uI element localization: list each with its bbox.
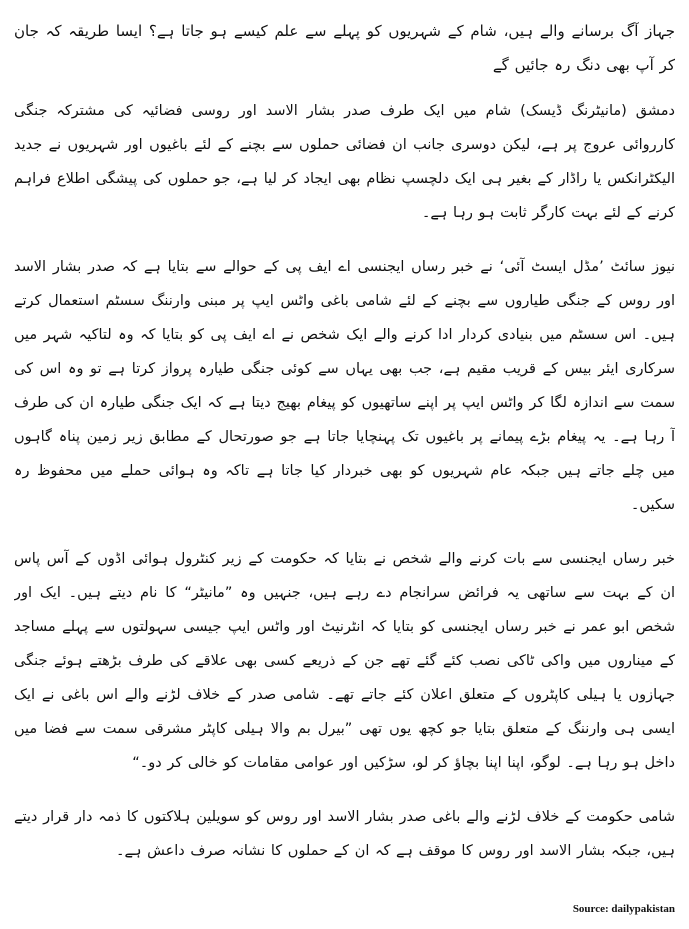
- article-headline: جہاز آگ برسانے والے ہیں، شام کے شہریوں کو پہلے سے علم کیسے ہو جاتا ہے؟ ایسا طریقہ کہ جان کر آپ بھی دنگ رہ جائیں گے: [14, 22, 675, 74]
- article-paragraph-3: خبر رساں ایجنسی سے بات کرنے والے شخص نے بتایا کہ حکومت کے زیر کنٹرول ہوائی اڈوں کے آس پاس ان کے بہت سے ساتھی یہ فرائض سرانجام دے رہے ہیں، جنہیں وہ ”مانیٹر“ کا نام دیتے ہیں۔ ایک اور شخص ابو عمر نے خبر رساں ایجنسی کو بتایا کہ انٹرنیٹ اور واٹس ایپ جیسی سہولتوں سے پہلے مساجد کے میناروں میں واکی ٹاکی نصب کئے گئے تھے جن کے ذریعے کسی بھی علاقے کی طرف بڑھتے ہوئے جنگی جہازوں یا ہیلی کاپٹروں کے متعلق اعلان کئے جاتے تھے۔ شامی صدر کے خلاف لڑنے والے اس باغی نے ایک ایسی ہی وارننگ کے متعلق بتایا جو کچھ یوں تھی ”بیرل بم والا ہیلی کاپٹر مشرقی سمت سے فضا میں داخل ہو رہا ہے۔ لوگو، اپنا اپنا بچاؤ کر لو، سڑکیں اور عوامی مقامات کو خالی کر دو۔“: [14, 551, 675, 771]
- source-credit: Source: dailypakistan: [572, 903, 675, 915]
- article-paragraph-1: دمشق (مانیٹرنگ ڈیسک) شام میں ایک طرف صدر بشار الاسد اور روسی فضائیہ کی مشترکہ جنگی کارروائی عروج پر ہے، لیکن دوسری جانب ان فضائی حملوں سے بچنے کے لئے باغیوں اور شہریوں نے جدید الیکٹرانکس یا راڈار کے بغیر ہی ایک دلچسپ نظام بھی ایجاد کر لیا ہے، جو حملوں کی پیشگی اطلاع فراہم کرنے کے لئے بہت کارگر ثابت ہو رہا ہے۔: [14, 103, 675, 221]
- article-paragraph-2: نیوز سائٹ ’مڈل ایسٹ آئی‘ نے خبر رساں ایجنسی اے ایف پی کے حوالے سے بتایا ہے کہ صدر بشار الاسد اور روس کے جنگی طیاروں سے بچنے کے لئے شامی باغی واٹس ایپ پر مبنی وارننگ سسٹم استعمال کرتے ہیں۔ اس سسٹم میں بنیادی کردار ادا کرنے والے ایک شخص نے اے ایف پی کو بتایا کہ وہ لتاکیہ شہر میں سرکاری ایئر بیس کے قریب مقیم ہے، جب بھی یہاں سے کوئی جنگی طیارہ پرواز کرتا ہے تو وہ اس کی سمت سے اندازہ لگا کر واٹس ایپ پر اپنے ساتھیوں کو پیغام بھیج دیتا ہے کہ ایک جنگی طیارہ ان کی طرف آ رہا ہے۔ یہ پیغام بڑے پیمانے پر باغیوں تک پہنچایا جاتا ہے جو صورتحال کے مطابق زیر زمین پناہ گاہوں میں چلے جاتے ہیں جبکہ عام شہریوں کو بھی خبردار کیا جاتا ہے تاکہ وہ ہوائی حملے میں محفوظ رہ سکیں۔: [14, 259, 675, 513]
- article: [14, 14, 675, 919]
- article-paragraph-4: شامی حکومت کے خلاف لڑنے والے باغی صدر بشار الاسد اور روس کو سویلین ہلاکتوں کا ذمہ دار قرار دیتے ہیں، جبکہ بشار الاسد اور روس کا موقف ہے کہ ان کے حملوں کا نشانہ صرف داعش ہے۔: [14, 809, 675, 859]
